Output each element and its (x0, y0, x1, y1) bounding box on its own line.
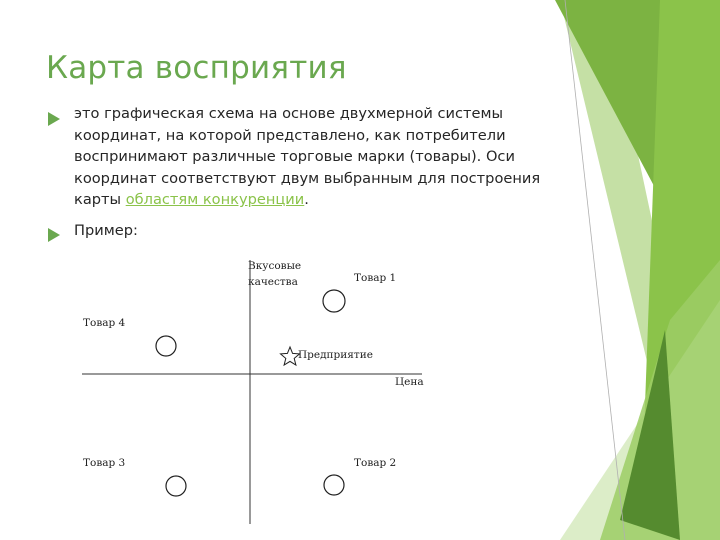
product-label-3: Товар 3 (83, 457, 126, 469)
example-label: Пример: (74, 222, 138, 239)
product-label-2: Товар 2 (354, 457, 397, 469)
product-marker-3 (166, 476, 186, 496)
bullet-arrow-icon (48, 228, 60, 242)
definition-end: . (304, 191, 309, 208)
slide-title: Карта восприятия (46, 50, 347, 86)
product-marker-4 (156, 336, 176, 356)
definition-text: это графическая схема на основе двухмерной системы координат, на которой представлено, как потребители воспринимают различные торговые марки (товары). Оси координат соответствуют двум выбранным для построения карты (74, 105, 541, 208)
product-marker-2 (324, 475, 344, 495)
competition-areas-link[interactable]: областям конкуренции (125, 191, 305, 208)
company-star-icon (281, 347, 300, 365)
product-label-1: Товар 1 (354, 272, 397, 284)
definition-paragraph (74, 103, 574, 211)
product-label-4: Товар 4 (83, 317, 126, 329)
product-marker-1 (323, 290, 345, 312)
company-label: Предприятие (298, 349, 373, 361)
y-axis-label-line1: Вкусовые (248, 260, 302, 272)
perception-map (76, 252, 436, 524)
bullet-arrow-icon (48, 112, 60, 126)
x-axis-label: Цена (395, 376, 424, 388)
y-axis-label-line2: качества (248, 276, 298, 288)
